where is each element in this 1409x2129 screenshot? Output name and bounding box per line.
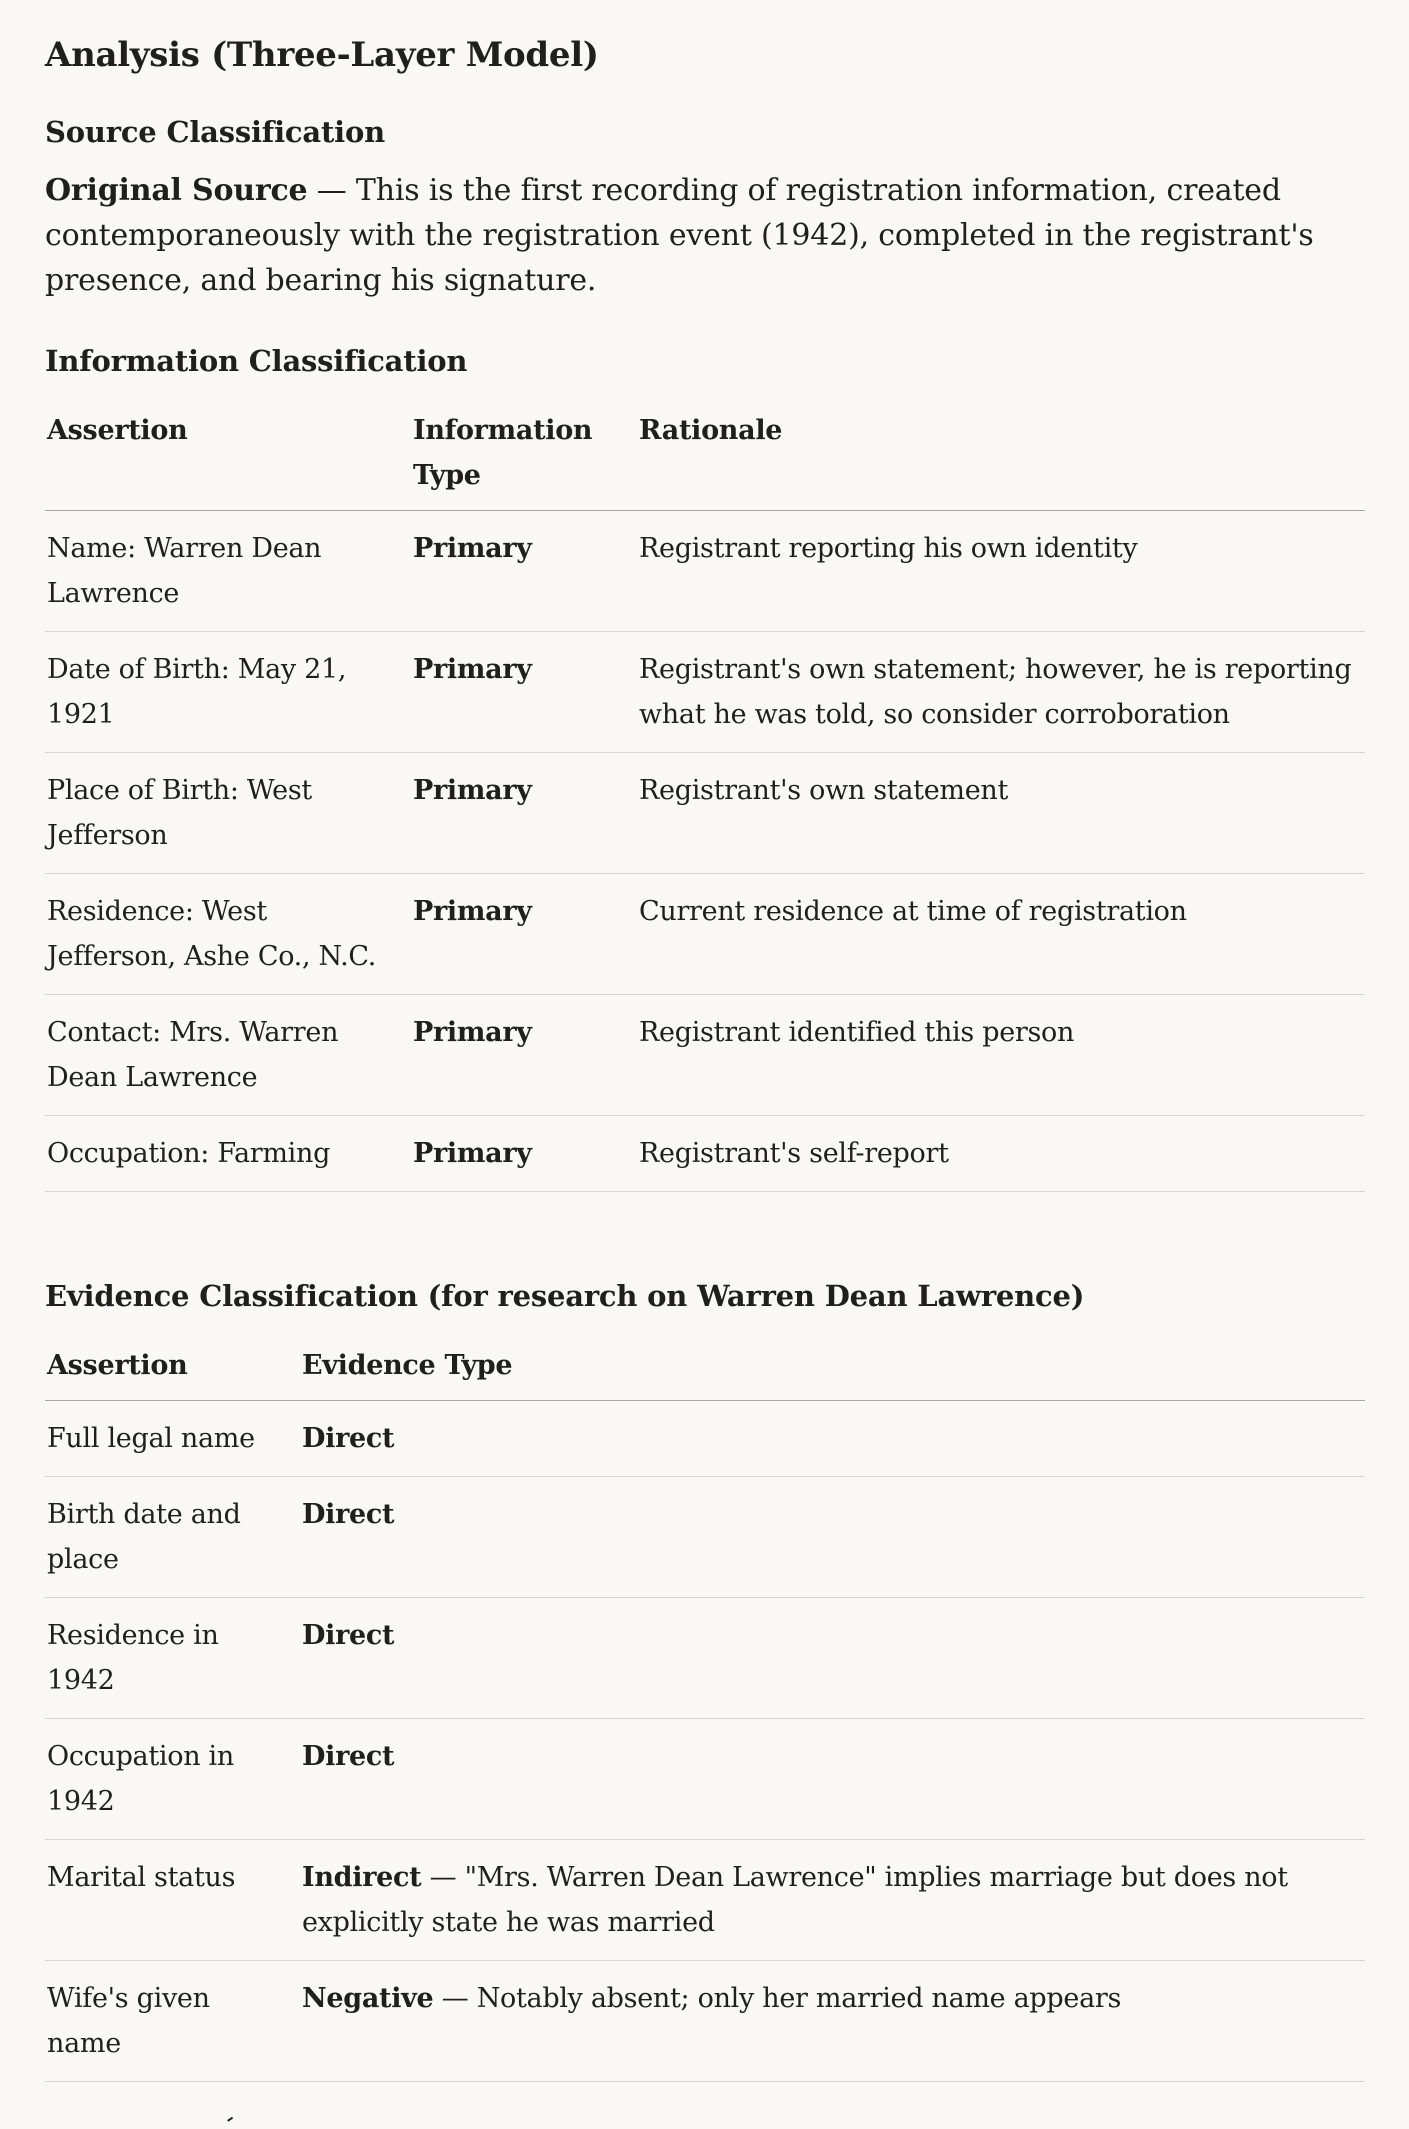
- evidence-cell: [300, 1840, 1365, 1961]
- column-header-evidence-type: Evidence Type: [300, 1328, 1365, 1401]
- table-row: [45, 995, 1365, 1116]
- column-header-assertion: Assertion: [45, 393, 411, 511]
- evidence-cell: [300, 1961, 1365, 2082]
- evidence-classification-heading: Evidence Classification (for research on Warren Dean Lawrence): [45, 1279, 1085, 1313]
- evidence-cell: [300, 1598, 1365, 1719]
- table-row: [45, 753, 1365, 874]
- assertion-cell: Date of Birth: May 21, 1921: [45, 632, 411, 753]
- assertion-cell: Occupation: Farming: [45, 1116, 411, 1192]
- assertion-cell: Residence in 1942: [45, 1598, 300, 1719]
- evidence-note: — "Mrs. Warren Dean Lawrence" implies marriage but does not explicitly state he was married: [302, 1862, 1288, 1938]
- table-row: [45, 1477, 1365, 1598]
- assertion-cell: Name: Warren Dean Lawrence: [45, 511, 411, 632]
- evidence-cell: [300, 1477, 1365, 1598]
- column-header-information-type: Information Type: [411, 393, 637, 511]
- evidence-header-row: [45, 1328, 1365, 1401]
- rationale-cell: Registrant's own statement: [637, 753, 1365, 874]
- table-row: [45, 511, 1365, 632]
- information-table: [45, 393, 1365, 1192]
- information-type-cell: Primary: [413, 775, 532, 806]
- assertion-cell: Full legal name: [45, 1401, 300, 1477]
- evidence-cell: [300, 1401, 1365, 1477]
- table-row: [45, 1598, 1365, 1719]
- information-type-cell: Primary: [413, 896, 532, 927]
- rationale-cell: Registrant's self-report: [637, 1116, 1365, 1192]
- assertion-cell: Place of Birth: West Jefferson: [45, 753, 411, 874]
- source-classification-text: [45, 168, 1364, 303]
- table-row: [45, 1719, 1365, 1840]
- source-classification-heading: Source Classification: [45, 115, 385, 149]
- evidence-cell: [300, 1719, 1365, 1840]
- column-header-rationale: Rationale: [637, 393, 1365, 511]
- column-header-assertion: Assertion: [45, 1328, 300, 1401]
- table-row: [45, 874, 1365, 995]
- information-type-cell: Primary: [413, 533, 532, 564]
- evidence-type: Indirect: [302, 1862, 422, 1893]
- evidence-type: Negative: [302, 1983, 434, 2014]
- rationale-cell: Registrant's own statement; however, he is reporting what he was told, so consider corroboration: [637, 632, 1365, 753]
- evidence-note: — Notably absent; only her married name appears: [433, 1983, 1122, 2014]
- evidence-type: Direct: [302, 1741, 395, 1772]
- source-description: — This is the first recording of registration information, created contemporaneously with the registration event (1942), completed in the registrant's presence, and bearing his signature.: [45, 173, 1314, 298]
- information-type-cell: Primary: [413, 654, 532, 685]
- cut-off-text-fragment: [227, 2117, 235, 2125]
- evidence-type: Direct: [302, 1423, 395, 1454]
- table-row: [45, 1116, 1365, 1192]
- evidence-type: Direct: [302, 1620, 395, 1651]
- table-row: [45, 632, 1365, 753]
- assertion-cell: Occupation in 1942: [45, 1719, 300, 1840]
- information-classification-heading: Information Classification: [45, 344, 468, 378]
- assertion-cell: Birth date and place: [45, 1477, 300, 1598]
- information-header-row: [45, 393, 1365, 511]
- page-title: Analysis (Three-Layer Model): [45, 35, 599, 75]
- assertion-cell: Residence: West Jefferson, Ashe Co., N.C.: [45, 874, 411, 995]
- information-type-cell: Primary: [413, 1138, 532, 1169]
- table-row: [45, 1401, 1365, 1477]
- assertion-cell: Wife's given name: [45, 1961, 300, 2082]
- assertion-cell: Marital status: [45, 1840, 300, 1961]
- assertion-cell: Contact: Mrs. Warren Dean Lawrence: [45, 995, 411, 1116]
- table-row: [45, 1840, 1365, 1961]
- rationale-cell: Current residence at time of registration: [637, 874, 1365, 995]
- rationale-cell: Registrant reporting his own identity: [637, 511, 1365, 632]
- evidence-type: Direct: [302, 1499, 395, 1530]
- source-label: Original Source: [45, 173, 308, 208]
- information-type-cell: Primary: [413, 1017, 532, 1048]
- evidence-table: [45, 1328, 1365, 2082]
- rationale-cell: Registrant identified this person: [637, 995, 1365, 1116]
- table-row: [45, 1961, 1365, 2082]
